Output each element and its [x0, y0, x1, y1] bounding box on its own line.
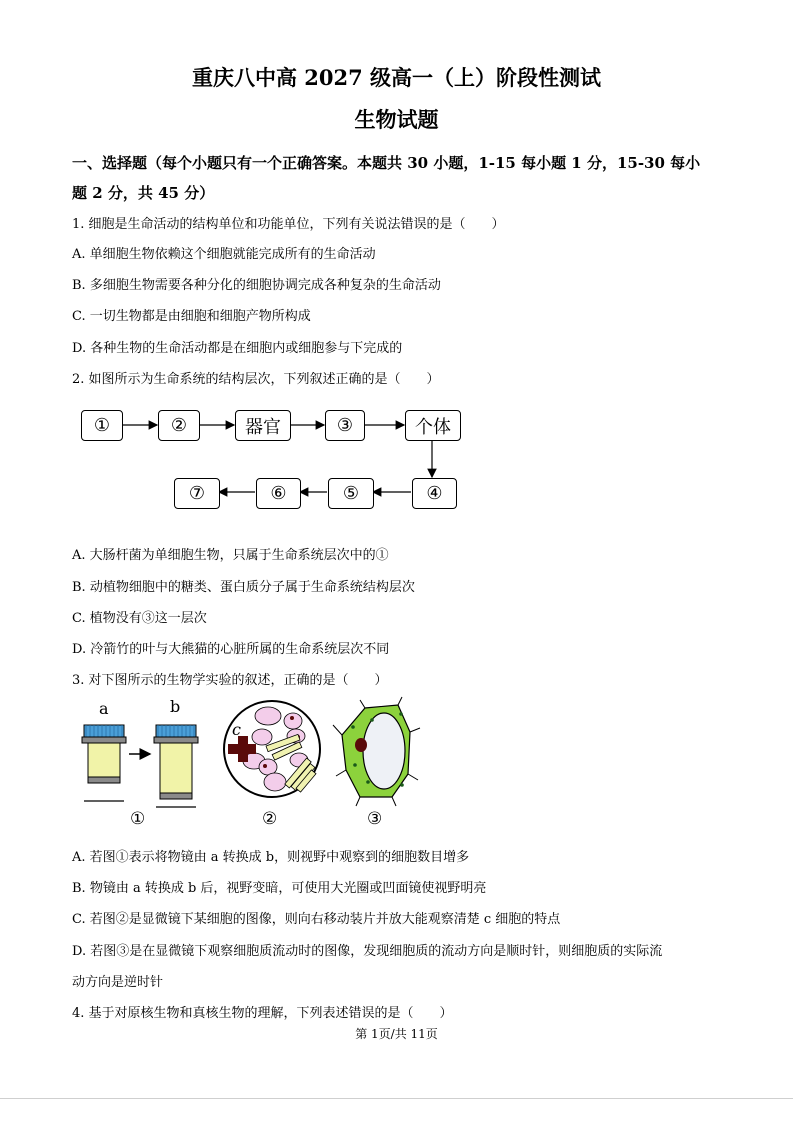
label-c: c	[232, 720, 241, 739]
q3-stem: 3. 对下图所示的生物学实验的叙述，正确的是（ ）	[72, 673, 388, 688]
level-box-3: ③	[325, 410, 365, 441]
q1-stem: 1. 细胞是生命活动的结构单位和功能单位，下列有关说法错误的是（ ）	[72, 217, 505, 232]
q1-option-b: B. 多细胞生物需要各种分化的细胞协调完成各种复杂的生命活动	[72, 278, 441, 293]
level-box-1: ①	[81, 410, 123, 441]
page-bottom-rule	[0, 1098, 793, 1099]
level-box-2: ②	[158, 410, 200, 441]
level-box-individual: 个体	[405, 410, 461, 441]
q2-option-a: A. 大肠杆菌为单细胞生物，只属于生命系统层次中的①	[72, 548, 389, 563]
level-box-4: ④	[412, 478, 457, 509]
label-b: b	[170, 697, 181, 716]
q2-option-c: C. 植物没有③这一层次	[72, 611, 207, 626]
q2-option-d: D. 冷箭竹的叶与大熊猫的心脏所属的生命系统层次不同	[72, 642, 390, 657]
caption-1: ①	[130, 809, 146, 829]
page-number: 第 1页/共 11页	[355, 1027, 438, 1041]
q3-option-b: B. 物镜由 a 转换成 b 后，视野变暗，可使用大光圈或凹面镜使视野明亮	[72, 881, 487, 896]
q2-option-b: B. 动植物细胞中的糖类、蛋白质分子属于生命系统结构层次	[72, 580, 415, 595]
level-box-organ: 器官	[235, 410, 291, 441]
caption-2: ②	[262, 809, 278, 829]
q1-option-a: A. 单细胞生物依赖这个细胞就能完成所有的生命活动	[72, 247, 376, 262]
q2-stem: 2. 如图所示为生命系统的结构层次，下列叙述正确的是（ ）	[72, 372, 440, 387]
q1-option-d: D. 各种生物的生命活动都是在细胞内或细胞参与下完成的	[72, 341, 403, 356]
q3-option-d-cont: 动方向是逆时针	[72, 975, 164, 990]
section-heading-line1: 一、选择题（每个小题只有一个正确答案。本题共 30 小题，1-15 每小题 1 分，15-30 每小	[72, 154, 701, 172]
level-box-7: ⑦	[174, 478, 220, 509]
level-box-5: ⑤	[328, 478, 374, 509]
exam-subtitle: 生物试题	[354, 107, 439, 132]
label-a: a	[99, 699, 109, 718]
objective-lens-a	[82, 725, 126, 801]
exam-title: 重庆八中高 2027 级高一（上）阶段性测试	[191, 65, 602, 90]
q3-option-a: A. 若图①表示将物镜由 a 转换成 b，则视野中观察到的细胞数目增多	[72, 850, 470, 865]
objective-lens-b	[154, 725, 198, 807]
q3-option-d: D. 若图③是在显微镜下观察细胞质流动时的图像，发现细胞质的流动方向是顺时针，则细胞质的实际流	[72, 944, 663, 959]
section-heading-line2: 题 2 分，共 45 分）	[72, 184, 215, 202]
caption-3: ③	[367, 809, 383, 829]
level-box-6: ⑥	[256, 478, 301, 509]
q4-stem: 4. 基于对原核生物和真核生物的理解，下列表述错误的是（ ）	[72, 1006, 453, 1021]
plant-cell	[333, 697, 420, 806]
microscope-field-of-view	[224, 701, 320, 797]
q1-option-c: C. 一切生物都是由细胞和细胞产物所构成	[72, 309, 311, 324]
q3-option-c: C. 若图②是显微镜下某细胞的图像，则向右移动装片并放大能观察清楚 c 细胞的特点	[72, 912, 561, 927]
